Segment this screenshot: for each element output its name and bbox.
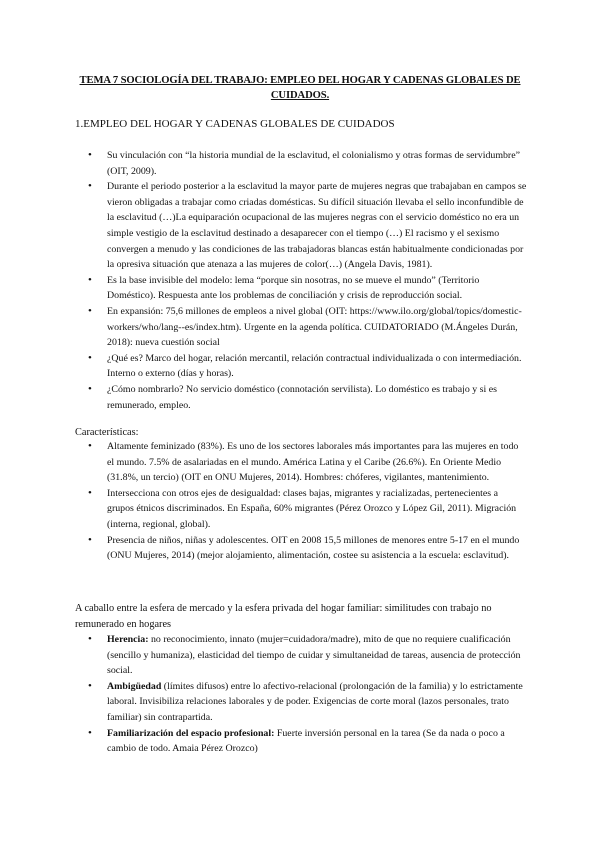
list-item: • Es la base invisible del modelo: lema “porque sin nosotras, no se mueve el mundo” (Territorio Doméstico). Respuesta ante los problemas de conciliación y crisis de reproducción social. [107, 273, 527, 304]
list-item: • ¿Qué es? Marco del hogar, relación mercantil, relación contractual individualizada o con intermediación. Interno o externo (días y horas). [107, 351, 527, 382]
list-item: • Durante el periodo posterior a la esclavitud la mayor parte de mujeres negras que trabajaban en campos se vieron obligadas a trabajar como criadas domésticas. Su difícil situación llevaba el sello inconfundible de la esclavitud (…)La equiparación ocupacional de las mujeres negras con el servicio doméstico no era un simple vestigio de la esclavitud destinado a desaparecer con el tiempo (…) El racismo y el sexismo convergen a menudo y las condiciones de las trabajadoras blancas están habitualmente condicionadas por la opresiva situación que atenaza a las mujeres de color(…) (Angela Davis, 1981). [107, 179, 527, 273]
list-item: • Intersecciona con otros ejes de desigualdad: clases bajas, migrantes y racializadas, pertenecientes a grupos étnicos discriminados. En España, 60% migrantes (Pérez Orozco y López Gil, 2011). Migración (interna, regional, global). [107, 486, 527, 533]
list-item-term: Familiarización del espacio profesional: [107, 727, 275, 739]
list-item: • Su vinculación con “la historia mundial de la esclavitud, el colonialismo y otras formas de servidumbre” (OIT, 2009). [107, 148, 527, 179]
list-item: • En expansión: 75,6 millones de empleos a nivel global (OIT: https://www.ilo.org/global/topics/domestic-workers/who/lang--es/index.htm). Urgente en la agenda política. CUIDATORIADO (M.Ángeles Durán, 2018): nueva cuestión social [107, 304, 527, 351]
list-item [107, 679, 527, 726]
list-item-term: Herencia: [107, 634, 149, 645]
list-item: • ¿Cómo nombrarlo? No servicio doméstico (connotación servilista). Lo doméstico es trabajo y si es remunerado, empleo. [107, 382, 527, 413]
caballo-intro: A caballo entre la esfera de mercado y la esfera privada del hogar familiar: similitudes con trabajo no remunerado en hogares [75, 603, 492, 630]
list-item: • Altamente feminizado (83%). Es uno de los sectores laborales más importantes para las mujeres en todo el mundo. 7.5% de asalariadas en el mundo. América Latina y el Caribe (26.6%). En Oriente Medio (31.8%, un tercio) (OIT en ONU Mujeres, 2014). Hombres: chóferes, vigilantes, mantenimiento. [107, 439, 527, 486]
document-title: TEMA 7 SOCIOLOGÍA DEL TRABAJO: EMPLEO DEL HOGAR Y CADENAS GLOBALES DE CUIDADOS. [79, 75, 521, 101]
caracteristicas-heading: Características: [75, 427, 139, 438]
list-item-text: no reconocimiento, innato (mujer=cuidadora/madre), mito de que no requiere cualificación (sencillo y humaniza), elasticidad del tiempo de cuidar y simultaneidad de tareas, ausencia de protección social. [107, 634, 521, 677]
list-item-text: (límites difusos) entre lo afectivo-relacional (prolongación de la familia) y lo estrictamente laboral. Invisibiliza relaciones laborales y de poder. Exigencias de corte moral (lazos personales, trato familiar) sin contrapartida. [107, 680, 523, 723]
section-heading: 1.EMPLEO DEL HOGAR Y CADENAS GLOBALES DE CUIDADOS [75, 118, 395, 130]
caballo-bullet-list [107, 632, 527, 757]
caracteristicas-bullet-list [107, 439, 527, 564]
section1-bullet-list [107, 148, 527, 413]
list-item [107, 632, 527, 679]
list-item-text: Fuerte inversión personal en la tarea (Se da nada o poco a cambio de todo. Amaia Pérez Orozco) [107, 727, 505, 755]
list-item-term: Ambigüedad [107, 680, 162, 692]
list-item [107, 726, 527, 757]
list-item: • Presencia de niños, niñas y adolescentes. OIT en 2008 15,5 millones de menores entre 5-17 en el mundo (ONU Mujeres, 2014) (mejor alojamiento, alimentación, costee su asistencia a la escuela: esclavitud). [107, 533, 527, 564]
